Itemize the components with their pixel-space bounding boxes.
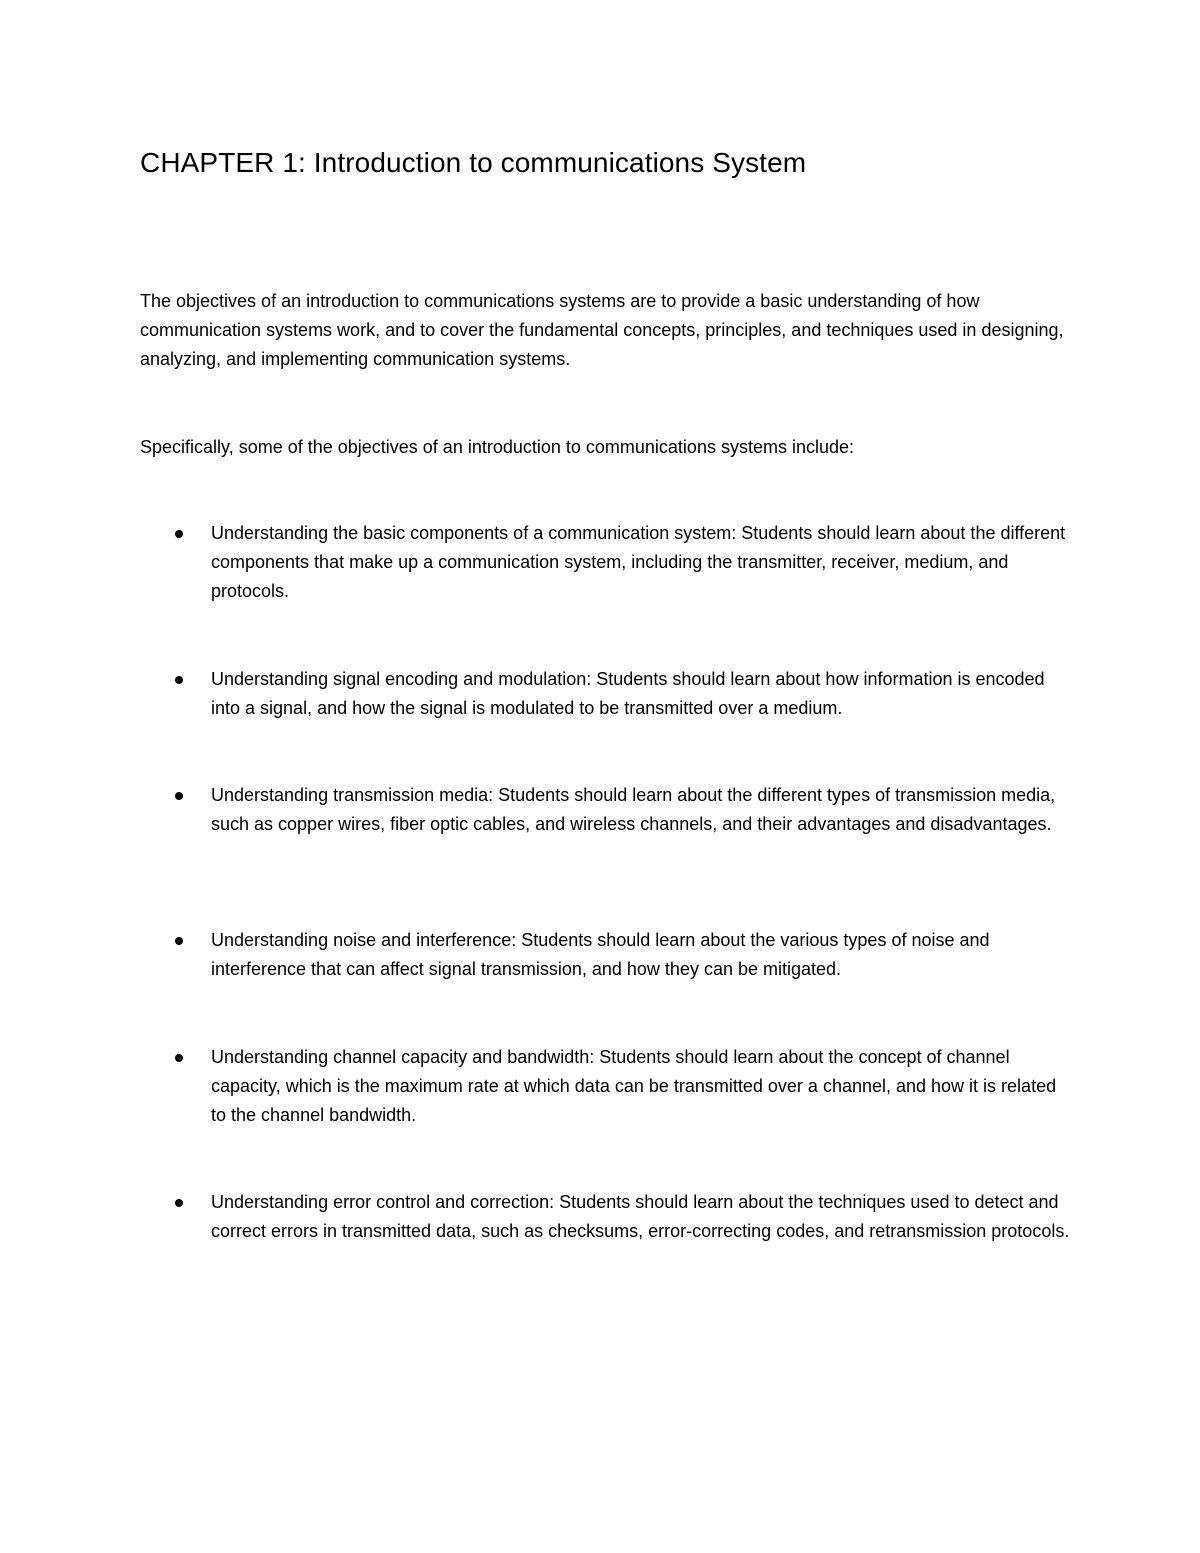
objectives-intro: Specifically, some of the objectives of an introduction to communications systems include:: [140, 437, 855, 457]
objective-text: Understanding transmission media: Students should learn about the different types of transmission media, such as copper wires, fiber optic cables, and wireless channels, and their advantages and disadvantages.: [211, 785, 1056, 834]
bullet-icon: [175, 676, 183, 684]
objective-text: Understanding the basic components of a communication system: Students should learn about the different components that make up a communication system, including the transmitter, receiver, medium, and protocols.: [211, 523, 1066, 601]
bullet-icon: [175, 792, 183, 800]
objective-text: Understanding signal encoding and modulation: Students should learn about how information is encoded into a signal, and how the signal is modulated to be transmitted over a medium.: [211, 669, 1045, 718]
bullet-icon: [175, 530, 183, 538]
chapter-title: CHAPTER 1: Introduction to communications System: [140, 147, 807, 178]
objective-text: Understanding channel capacity and bandwidth: Students should learn about the concept of channel capacity, which is the maximum rate at which data can be transmitted over a channel, and how it is related to the channel bandwidth.: [211, 1047, 1057, 1125]
intro-paragraph: The objectives of an introduction to communications systems are to provide a basic understanding of how communication systems work, and to cover the fundamental concepts, principles, and techniques used in designing, analyzing, and implementing communication systems.: [140, 291, 1064, 369]
bullet-icon: [175, 1199, 183, 1207]
bullet-icon: [175, 1054, 183, 1062]
objective-text: Understanding noise and interference: Students should learn about the various types of noise and interference that can affect signal transmission, and how they can be mitigated.: [211, 930, 990, 979]
bullet-icon: [175, 937, 183, 945]
objective-text: Understanding error control and correction: Students should learn about the techniques used to detect and correct errors in transmitted data, such as checksums, error-correcting codes, and retransmission protocols.: [211, 1192, 1070, 1241]
